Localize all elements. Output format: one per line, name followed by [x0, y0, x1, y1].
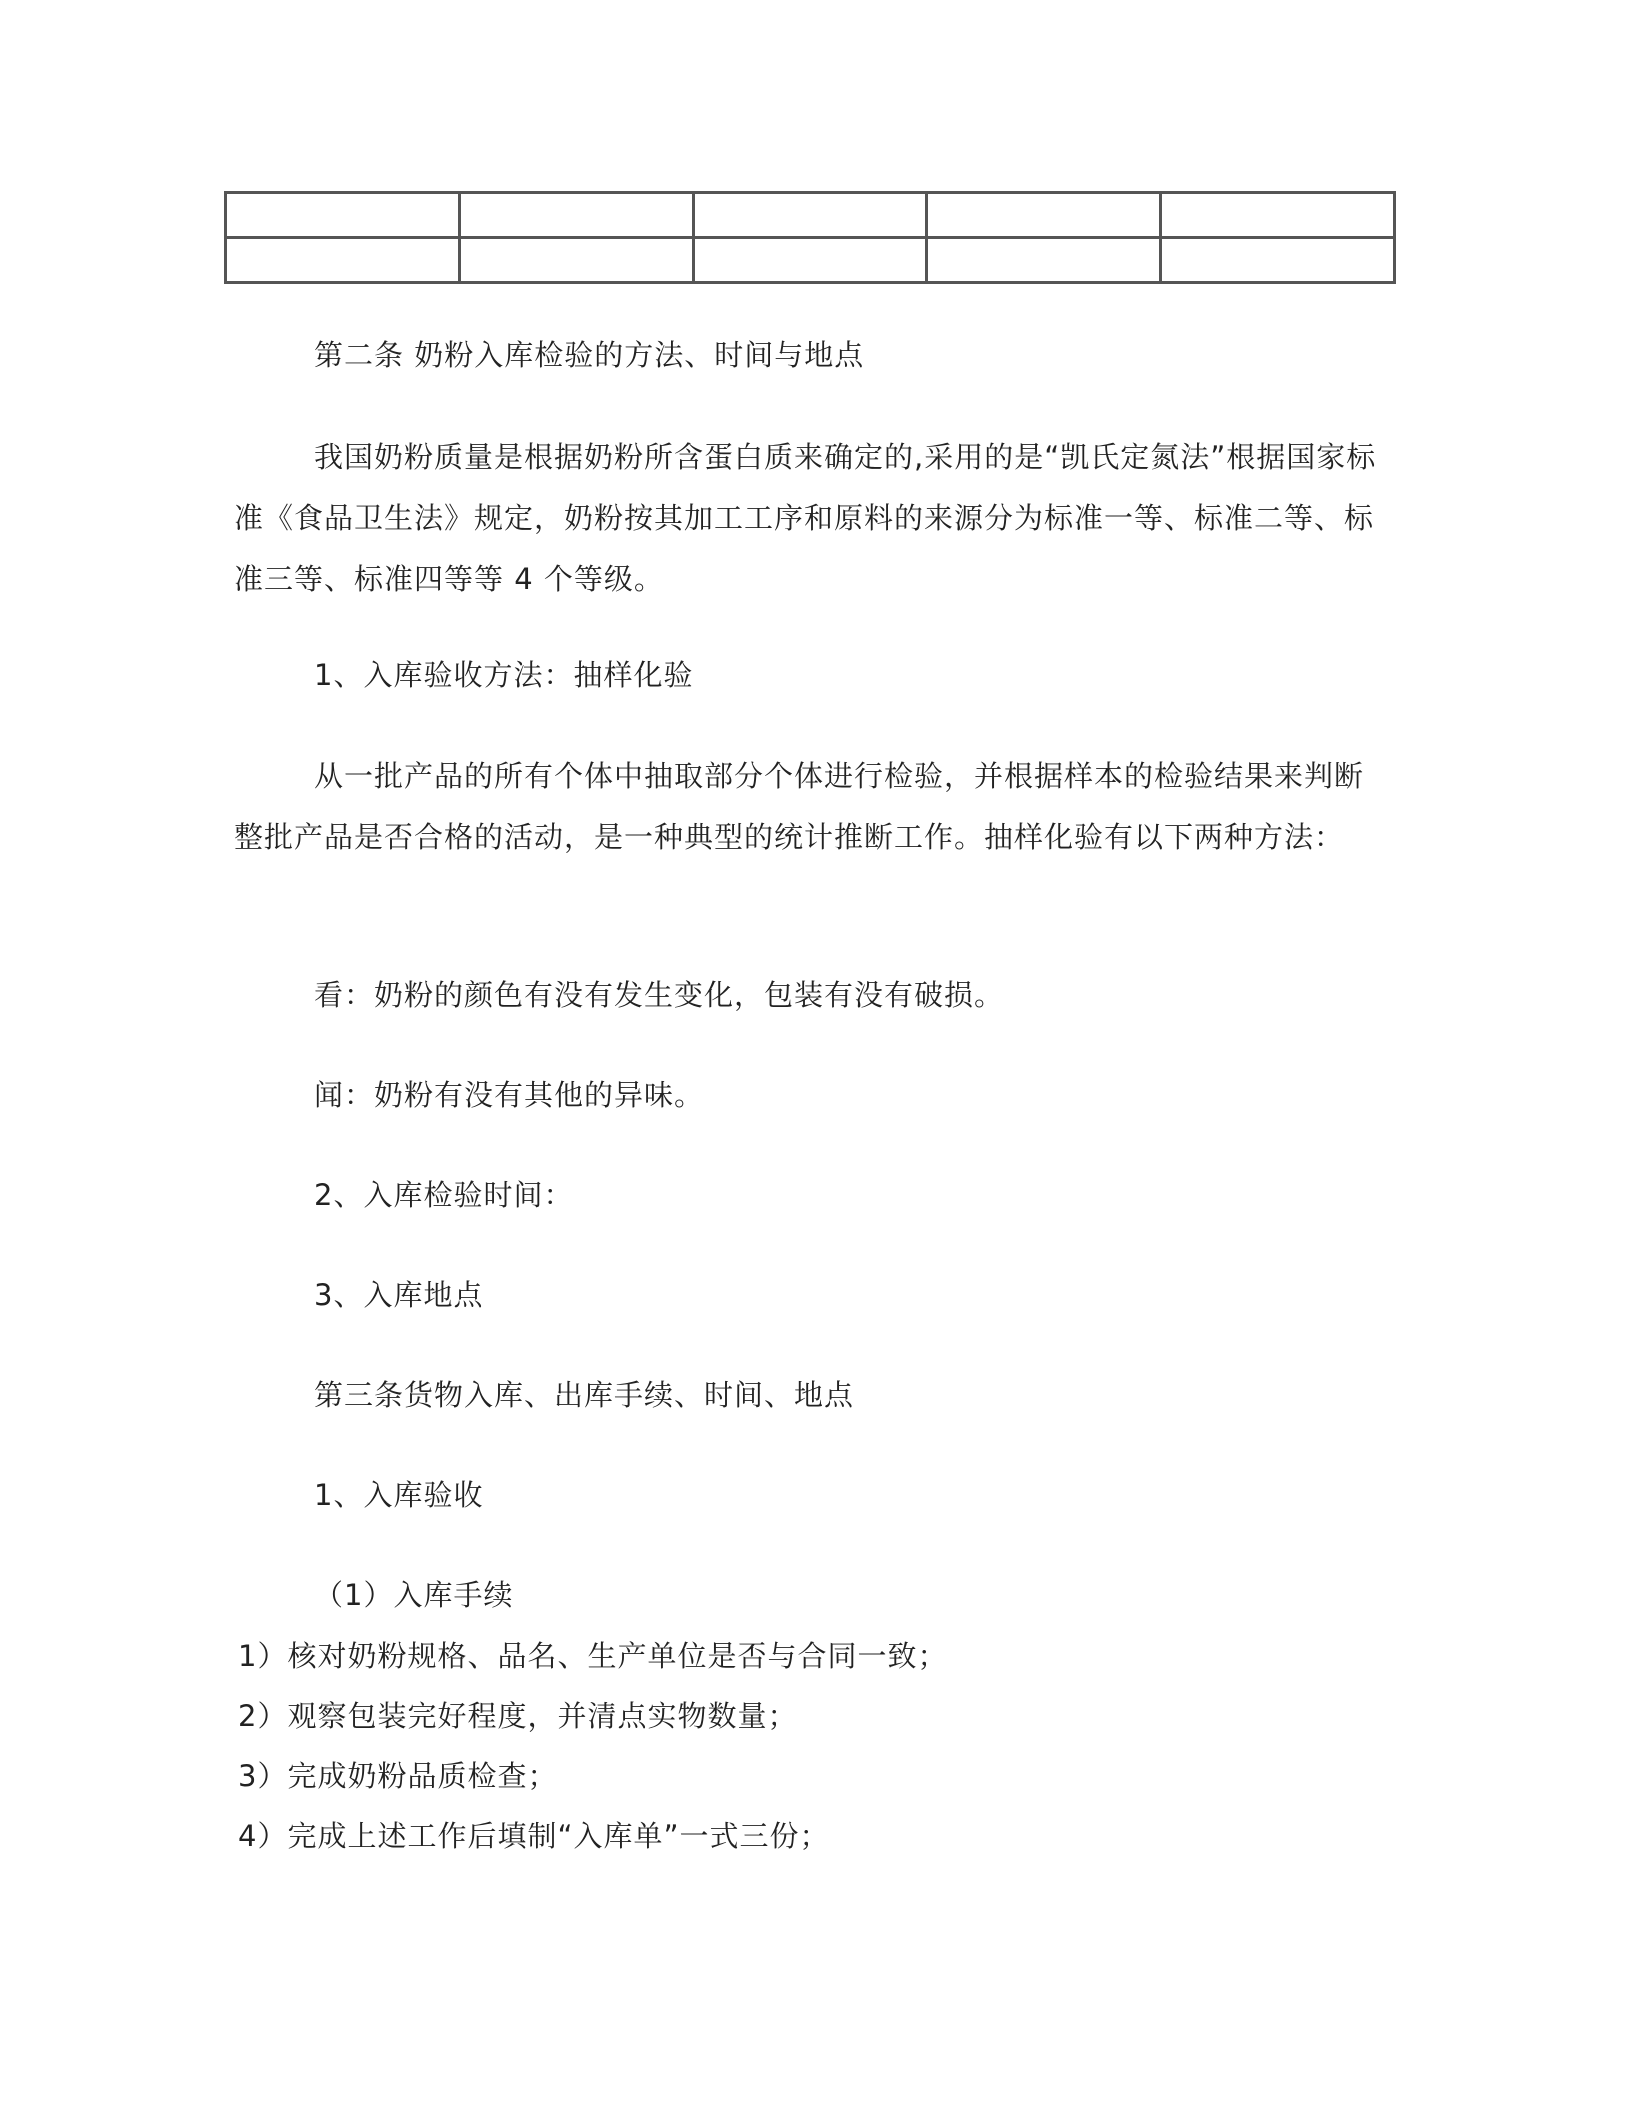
table-cell — [693, 238, 927, 283]
list-item: 1）核对奶粉规格、品名、生产单位是否与合同一致； — [238, 1639, 948, 1673]
empty-table — [224, 191, 1396, 284]
method-item: 1、入库验收方法：抽样化验 — [314, 658, 694, 692]
look-line: 看：奶粉的颜色有没有发生变化，包装有没有破损。 — [314, 978, 1005, 1012]
time-item: 2、入库检验时间： — [314, 1178, 574, 1212]
table-cell — [1161, 193, 1395, 238]
list-item: 4）完成上述工作后填制“入库单”一式三份； — [238, 1819, 830, 1853]
table-cell — [927, 238, 1161, 283]
smell-line: 闻：奶粉有没有其他的异味。 — [314, 1078, 705, 1112]
table-cell — [927, 193, 1161, 238]
table-cell — [1161, 238, 1395, 283]
section-heading-3: 第三条货物入库、出库手续、时间、地点 — [314, 1378, 855, 1412]
table-cell — [226, 238, 460, 283]
procedure-heading: （1）入库手续 — [314, 1578, 514, 1612]
table-grid — [224, 191, 1396, 284]
subsection-heading: 1、入库验收 — [314, 1478, 484, 1512]
list-item: 2）观察包装完好程度，并清点实物数量； — [238, 1699, 798, 1733]
intro-paragraph: 我国奶粉质量是根据奶粉所含蛋白质来确定的,采用的是“凯氏定氮法”根据国家标准《食品卫生法》规定，奶粉按其加工工序和原料的来源分为标准一等、标准二等、标准三等、标准四等等 4 个等级。 — [234, 440, 1377, 596]
table-cell — [693, 193, 927, 238]
table-cell — [459, 193, 693, 238]
sampling-paragraph: 从一批产品的所有个体中抽取部分个体进行检验，并根据样本的检验结果来判断整批产品是否合格的活动，是一种典型的统计推断工作。抽样化验有以下两种方法： — [234, 759, 1365, 854]
place-item: 3、入库地点 — [314, 1278, 484, 1312]
section-heading-2: 第二条 奶粉入库检验的方法、时间与地点 — [314, 338, 865, 372]
list-item: 3）完成奶粉品质检查； — [238, 1759, 558, 1793]
table-row — [226, 193, 1395, 238]
table-cell — [459, 238, 693, 283]
table-cell — [226, 193, 460, 238]
table-row — [226, 238, 1395, 283]
